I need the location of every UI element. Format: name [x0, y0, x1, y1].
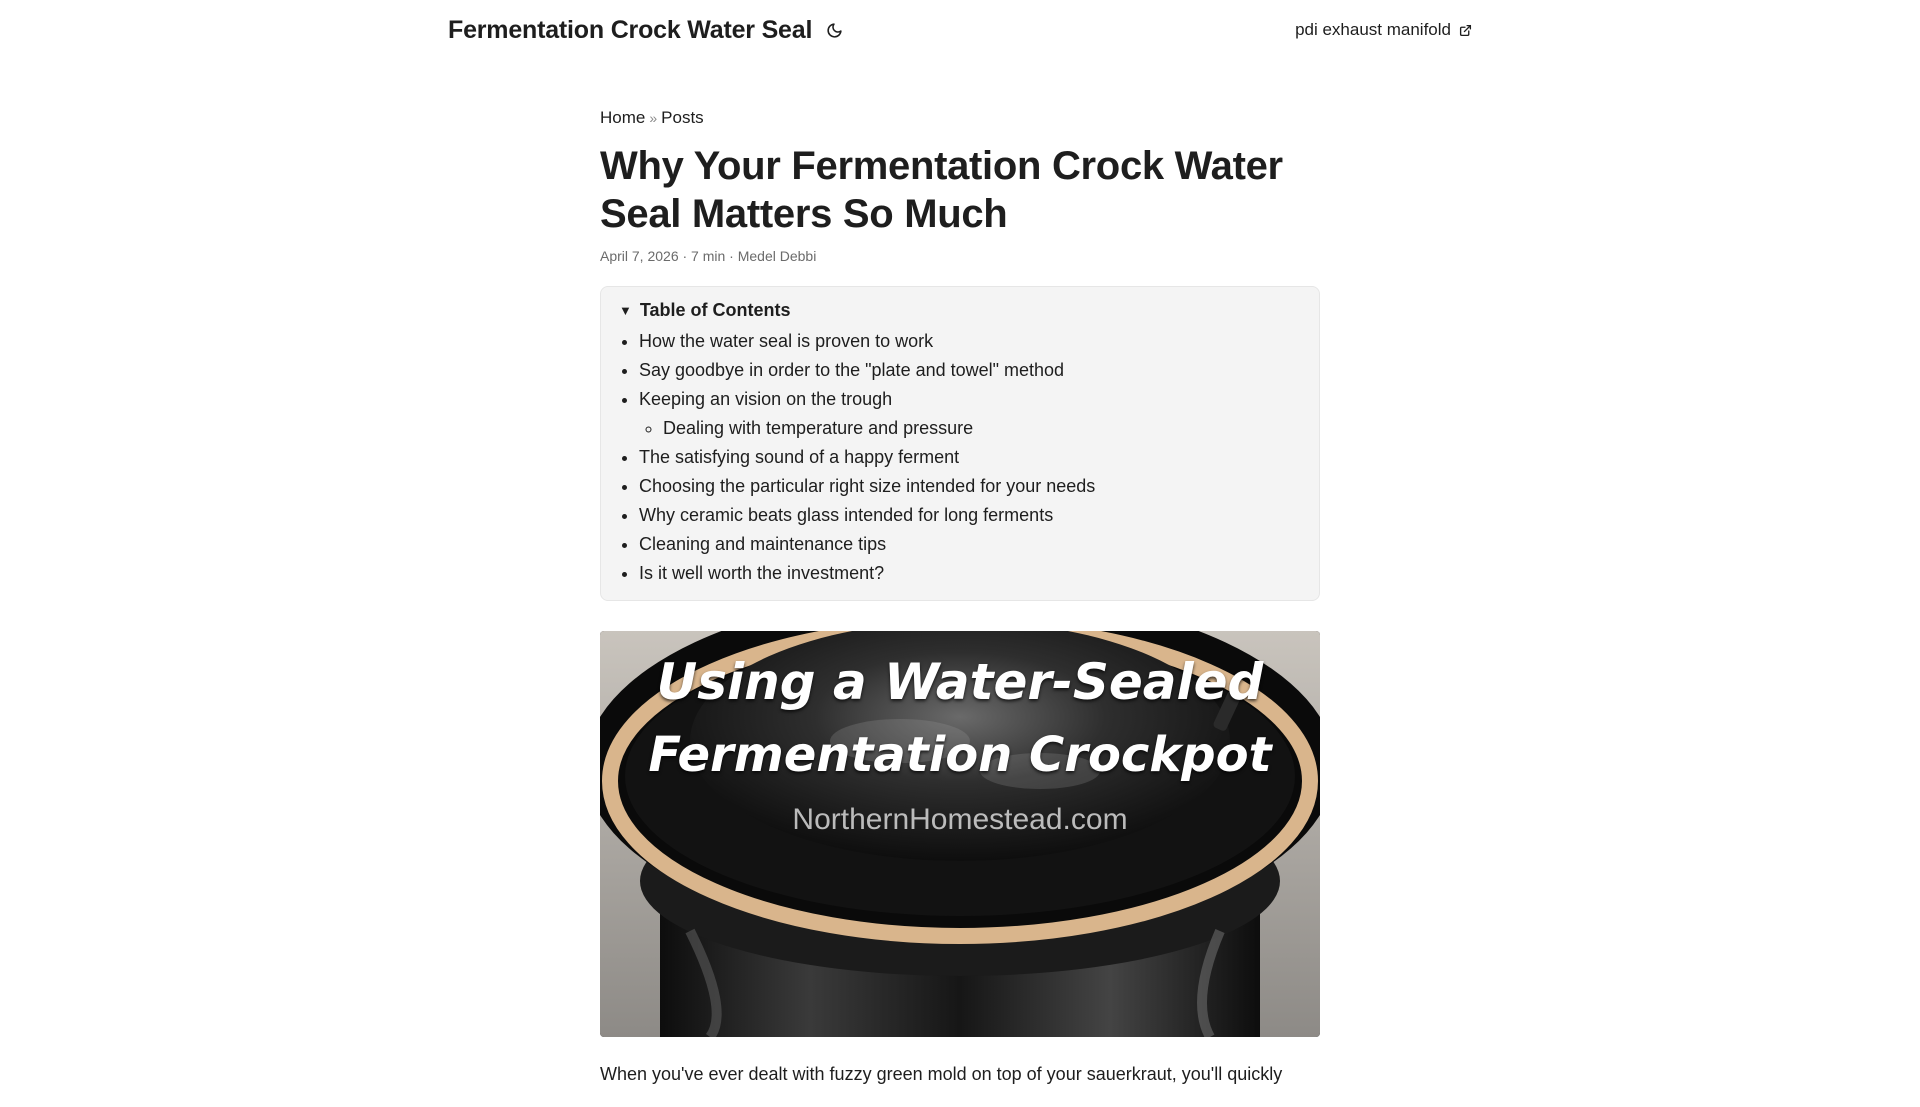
toc-item	[639, 530, 1301, 559]
toc-subitem	[663, 414, 1301, 443]
nav-link-label: pdi exhaust manifold	[1295, 20, 1451, 39]
triangle-down-icon: ▼	[619, 302, 632, 318]
toc-item	[639, 385, 1301, 443]
page-title: Why Your Fermentation Crock Water Seal Matters So Much	[600, 144, 1283, 236]
breadcrumb-separator: »	[649, 110, 658, 126]
breadcrumb-home[interactable]: Home	[600, 108, 646, 127]
toc-link[interactable]: Say goodbye in order to the "plate and towel" method	[639, 360, 1065, 380]
toc-item	[639, 559, 1301, 588]
table-of-contents	[600, 286, 1320, 601]
toc-title: Table of Contents	[639, 299, 791, 320]
toc-link[interactable]: How the water seal is proven to work	[639, 331, 934, 351]
breadcrumb	[600, 108, 1320, 128]
intro-paragraph: When you've ever dealt with fuzzy green mold on top of your sauerkraut, you'll quickly	[600, 1064, 1283, 1084]
toc-item	[639, 327, 1301, 356]
cover-image	[600, 631, 1320, 1037]
site-header	[448, 0, 1472, 60]
nav-link-pdi-exhaust-manifold[interactable]	[1295, 20, 1472, 40]
toc-item	[639, 501, 1301, 530]
toc-link[interactable]: The satisfying sound of a happy ferment	[639, 447, 960, 467]
breadcrumb-posts[interactable]: Posts	[661, 108, 704, 127]
cover-title-line-2: Fermentation Crockpot	[648, 727, 1272, 783]
toc-sublist	[639, 414, 1301, 443]
toc-link[interactable]: Keeping an vision on the trough	[639, 389, 893, 409]
main-content	[600, 108, 1320, 1107]
toc-list	[619, 327, 1301, 588]
toc-item	[639, 443, 1301, 472]
site-title[interactable]: Fermentation Crock Water Seal	[448, 15, 813, 44]
toc-link[interactable]: Dealing with temperature and pressure	[663, 418, 974, 438]
cover-watermark: NorthernHomestead.com	[792, 803, 1128, 836]
toc-item	[639, 472, 1301, 501]
toc-item	[639, 356, 1301, 385]
brand	[448, 16, 844, 45]
post-meta: April 7, 2026 · 7 min · Medel Debbi	[600, 248, 817, 264]
toc-link[interactable]: Is it well worth the investment?	[639, 563, 885, 583]
toc-link[interactable]: Cleaning and maintenance tips	[639, 534, 887, 554]
toc-link[interactable]: Choosing the particular right size intended for your needs	[639, 476, 1096, 496]
moon-icon[interactable]	[824, 20, 844, 40]
toc-toggle[interactable]	[619, 297, 1301, 323]
toc-link[interactable]: Why ceramic beats glass intended for long ferments	[639, 505, 1054, 525]
external-link-icon	[1459, 24, 1472, 37]
cover-title-line-1: Using a Water-Sealed	[656, 653, 1264, 711]
